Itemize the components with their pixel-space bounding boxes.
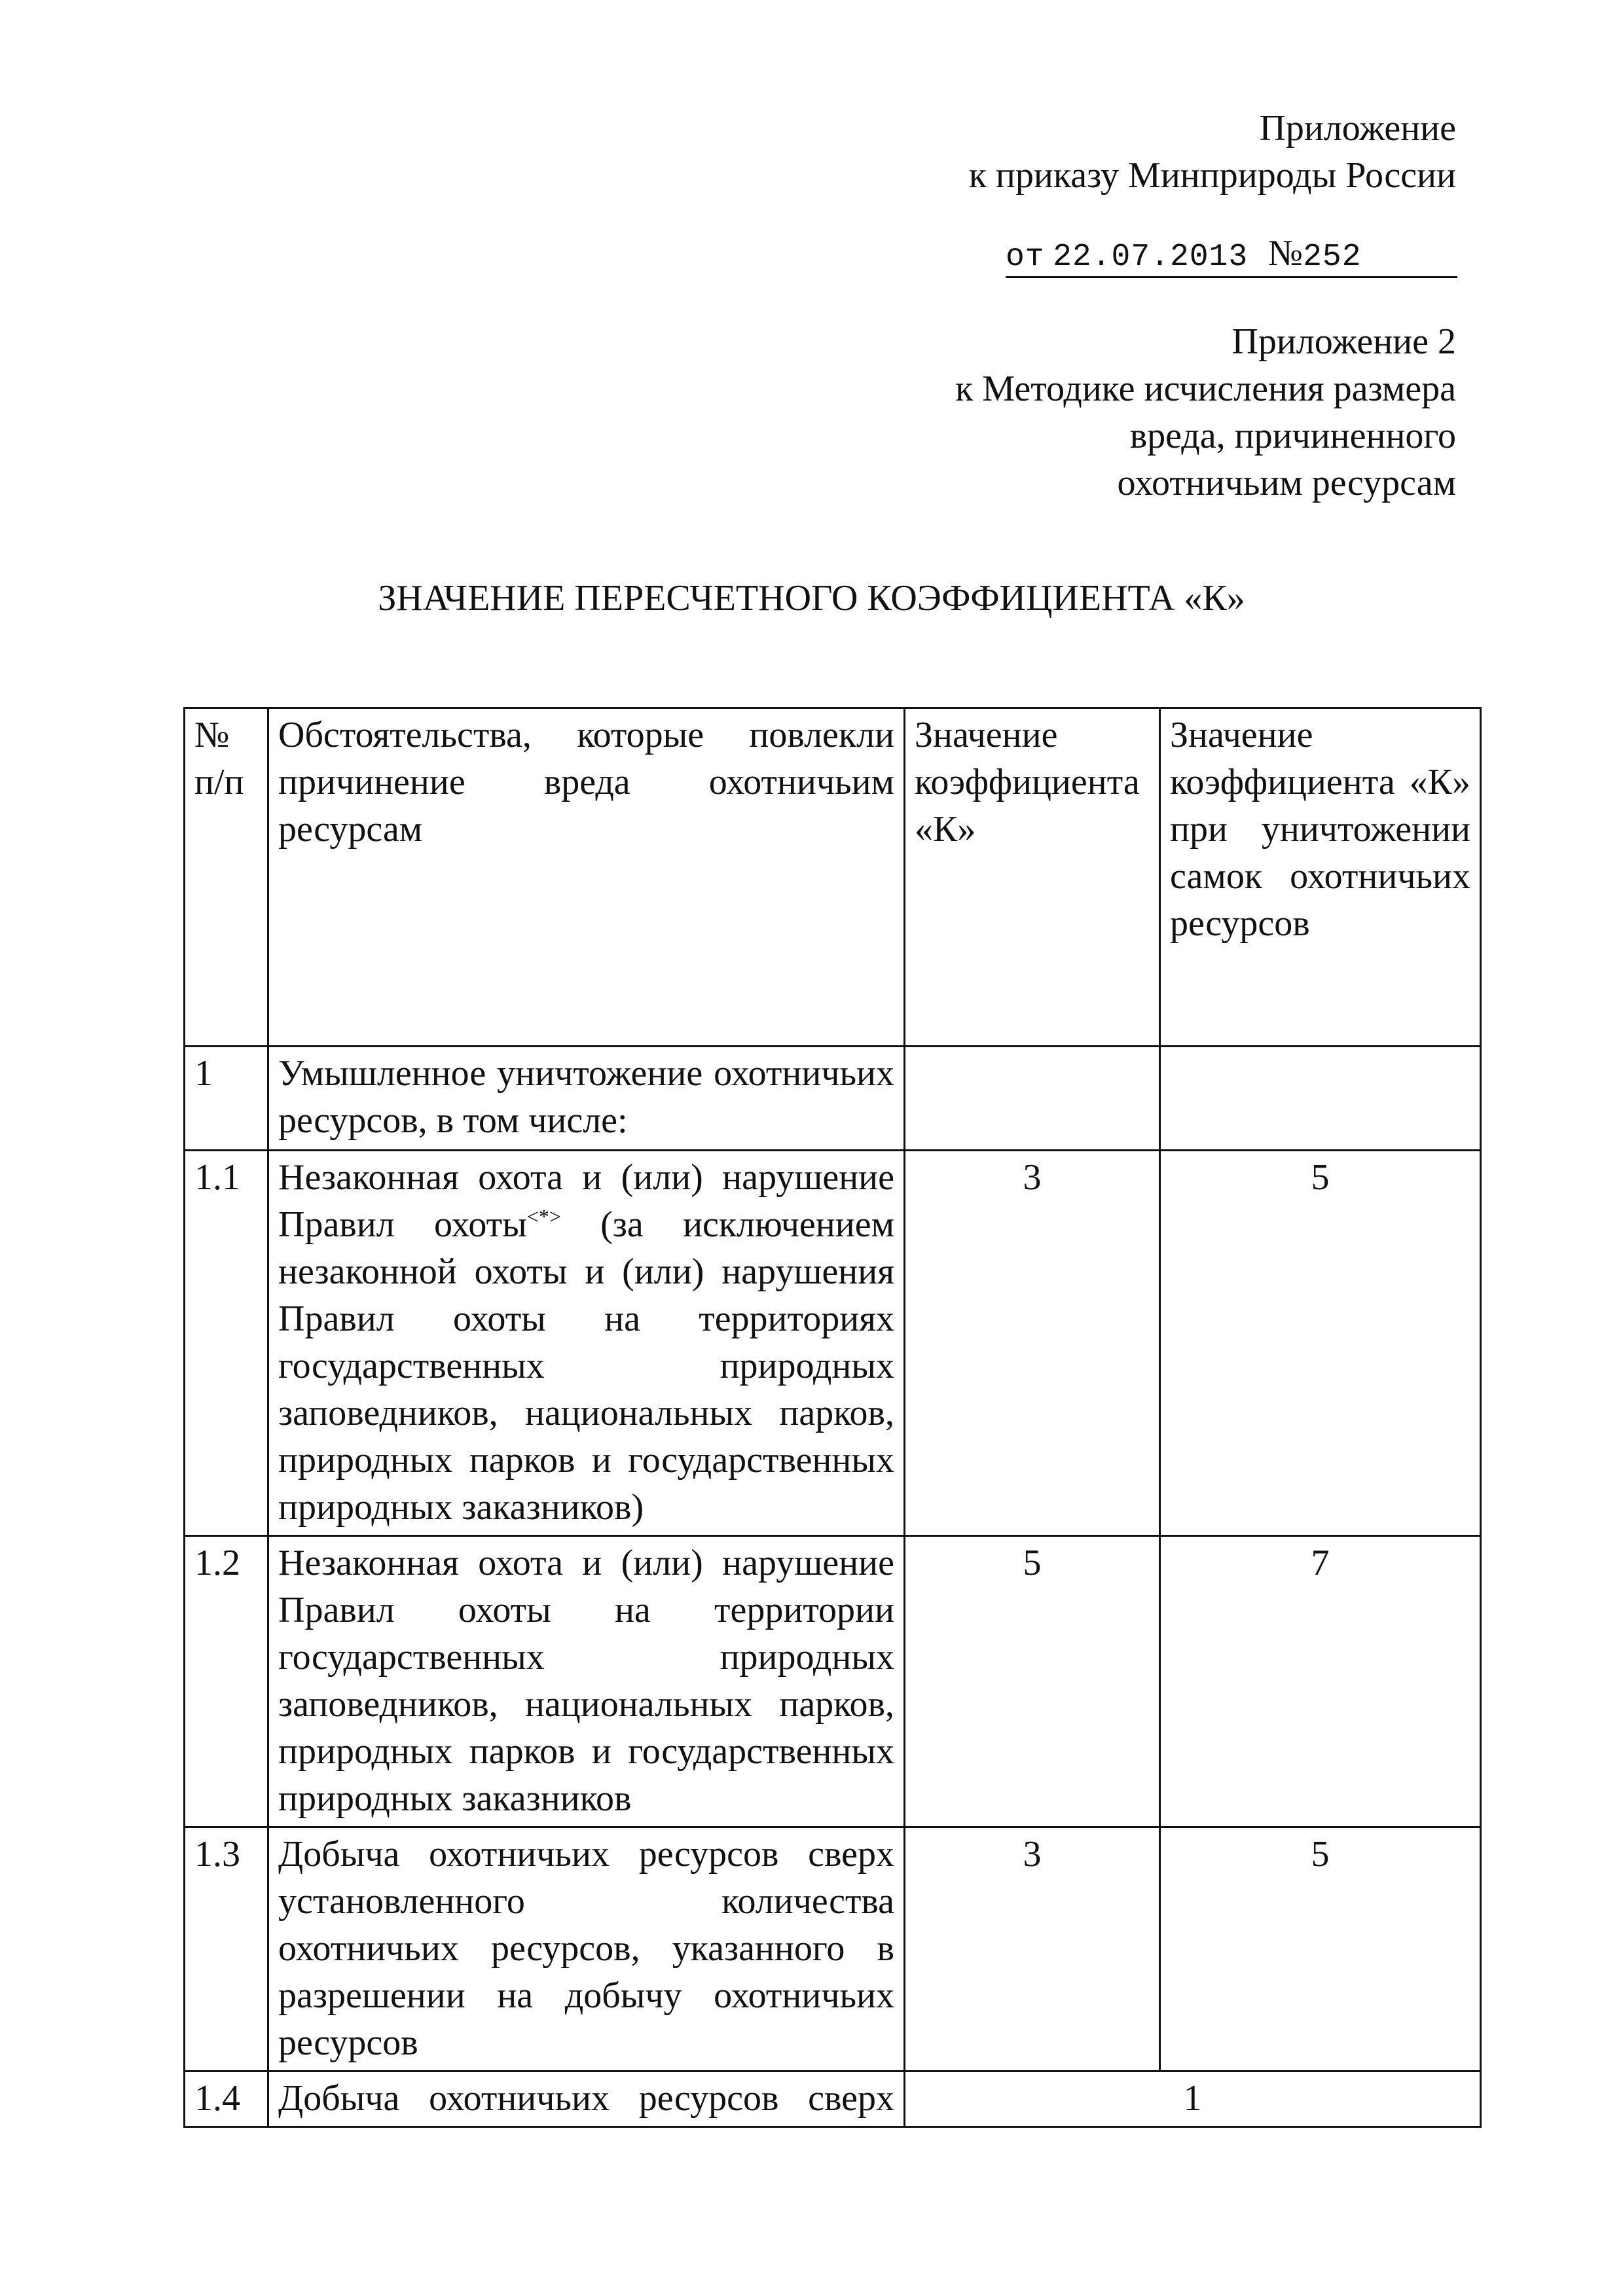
appendix-header — [969, 105, 1456, 199]
row-desc-part1: Незаконная охота и (или) нарушение Правил охоты — [278, 1157, 894, 1245]
row-desc: Умышленное уничтожение охотничьих ресурсов, в том числе: — [268, 1047, 905, 1151]
row-k: 5 — [905, 1536, 1160, 1827]
row-desc-part2: (за исключением незаконной охоты и (или) нарушения Правил охоты на территориях государственных природных заповедников, национальных парков, природных парков и государственных природных заказников) — [278, 1204, 895, 1528]
appendix2-line2: к Методике исчисления размера — [955, 368, 1456, 409]
table-header-row — [185, 708, 1481, 1047]
table-row — [185, 1827, 1481, 2072]
appendix2-header — [955, 318, 1456, 507]
row-num: 1.4 — [185, 2072, 268, 2127]
appendix2-line4: охотничьим ресурсам — [1117, 463, 1456, 503]
header-k: Значение коэффициента «К» — [905, 708, 1160, 1047]
row-desc: Незаконная охота и (или) нарушение Правил охоты на территории государственных природных заповедников, национальных парков, природных парков и государственных природных заказников — [268, 1536, 905, 1827]
row-k-female: 5 — [1160, 1151, 1481, 1536]
row-desc — [268, 1151, 905, 1536]
row-num: 1.2 — [185, 1536, 268, 1827]
row-k: 3 — [905, 1827, 1160, 2072]
appendix-header-line1: Приложение — [1259, 108, 1456, 149]
footnote-mark: <*> — [526, 1204, 561, 1229]
row-k-merged: 1 — [905, 2072, 1481, 2127]
order-date: 22.07.2013 — [1053, 240, 1249, 275]
order-reference — [1006, 230, 1457, 278]
appendix2-line1: Приложение 2 — [1231, 321, 1456, 362]
row-k: 3 — [905, 1151, 1160, 1536]
table-row — [185, 1047, 1481, 1151]
row-desc: Добыча охотничьих ресурсов сверх — [268, 2072, 905, 2127]
row-k-female: 7 — [1160, 1536, 1481, 1827]
row-k-female — [1160, 1047, 1481, 1151]
header-k-female: Значение коэффициента «К» при уничтожении самок охотничьих ресурсов — [1160, 708, 1481, 1047]
header-desc: Обстоятельства, которые повлекли причинение вреда охотничьим ресурсам — [268, 708, 905, 1047]
order-number-sign: № — [1267, 233, 1304, 274]
row-num: 1.1 — [185, 1151, 268, 1536]
row-num: 1 — [185, 1047, 268, 1151]
appendix-header-line2: к приказу Минприроды России — [968, 155, 1456, 196]
row-num: 1.3 — [185, 1827, 268, 2072]
row-desc: Добыча охотничьих ресурсов сверх установленного количества охотничьих ресурсов, указанного в разрешении на добычу охотничьих ресурсов — [268, 1827, 905, 2072]
document-title: ЗНАЧЕНИЕ ПЕРЕСЧЕТНОГО КОЭФФИЦИЕНТА «К» — [378, 578, 1245, 619]
coefficient-table — [183, 707, 1482, 2128]
order-number: 252 — [1303, 240, 1362, 275]
appendix2-line3: вреда, причиненного — [1129, 416, 1456, 456]
order-prefix: от — [1006, 240, 1045, 275]
table-row — [185, 2072, 1481, 2127]
row-k-female: 5 — [1160, 1827, 1481, 2072]
header-num: № п/п — [185, 708, 268, 1047]
table-row — [185, 1536, 1481, 1827]
table-row — [185, 1151, 1481, 1536]
row-k — [905, 1047, 1160, 1151]
